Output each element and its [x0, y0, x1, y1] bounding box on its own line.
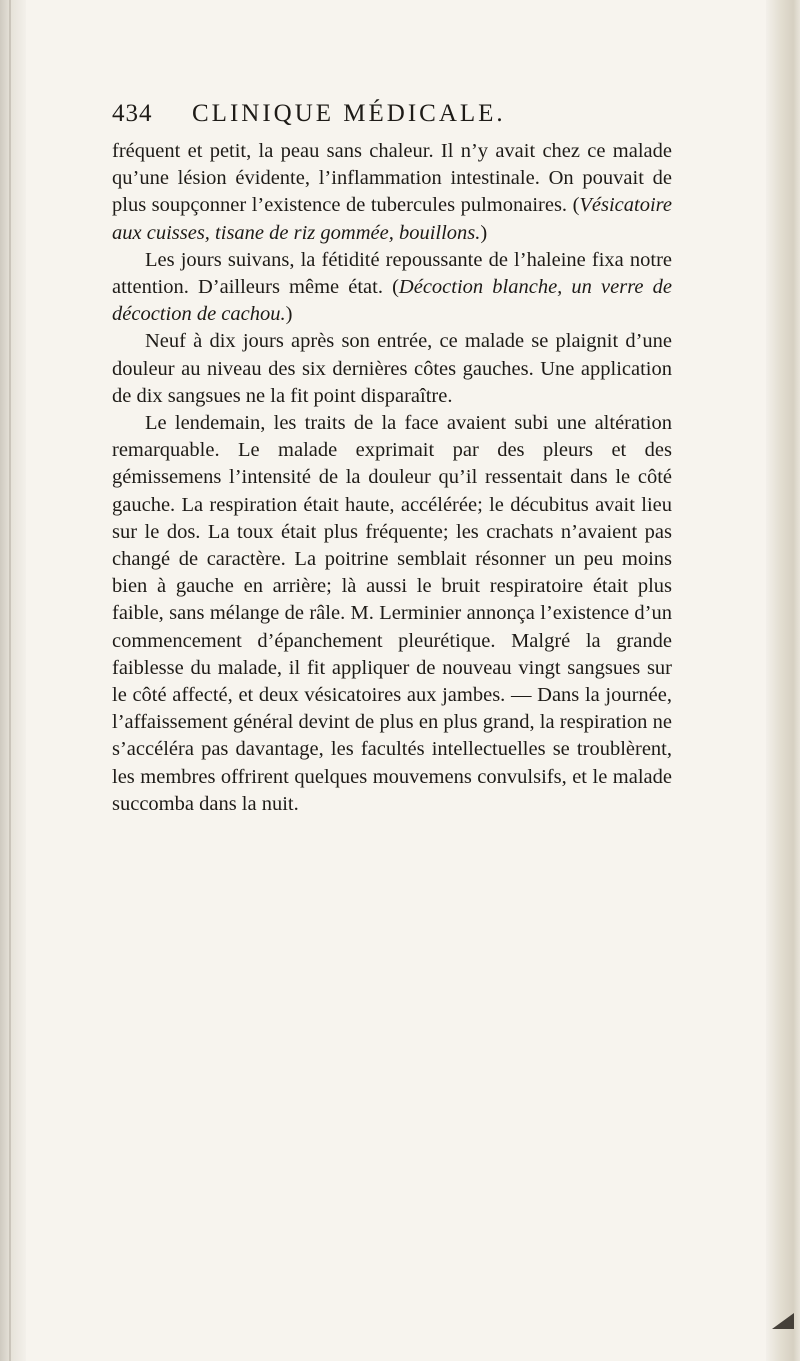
right-page-edge	[766, 0, 800, 1361]
running-head	[112, 96, 672, 132]
paragraph-italic-text: Décoction blanche, un verre de décoction de cachou.	[112, 276, 672, 326]
paragraph	[112, 328, 672, 410]
corner-mark	[772, 1313, 794, 1329]
paragraph-text: Le lendemain, les traits de la face avaient subi une altération remarquable. Le malade exprimait par des pleurs et des gémissemens l’intensité de la douleur qu’il ressentait dans le côté gauche. La respiration était haute, accélérée; le décubitus avait lieu sur le dos. La toux était plus fréquente; les crachats n’avaient pas changé de caractère. La poitrine semblait résonner un peu moins bien à gauche en arrière; là aussi le bruit respiratoire était plus faible, sans mélange de râle. M. Lerminier annonça l’existence d’un commencement d’épanchement pleurétique. Malgré la grande faiblesse du malade, il fit appliquer de nouveau vingt sangsues sur le côté affecté, et deux vésicatoires aux jambes. — Dans la journée, l’affaissement général devint de plus en plus grand, la respiration ne s’accéléra pas davantage, les facultés intellectuelles se troublèrent, les membres offrirent quelques mouvemens convulsifs, et le malade succomba dans la nuit.	[112, 412, 672, 815]
paragraph-text: fréquent et petit, la peau sans chaleur. Il n’y avait chez ce malade qu’une lésion évidente, l’inflammation intestinale. On pouvait de plus soupçonner l’existence de tubercules pulmonaires. (	[112, 140, 672, 217]
left-page-edge	[0, 0, 26, 1361]
paragraph	[112, 247, 672, 329]
paragraph-text: Les jours suivans, la fétidité repoussante de l’haleine fixa notre attention. D’ailleurs même état. (	[112, 248, 672, 299]
paragraph	[112, 138, 672, 247]
body-text	[112, 138, 672, 818]
page-number: 434	[112, 100, 153, 127]
paragraph	[112, 410, 672, 818]
paragraph-text: )	[285, 303, 293, 326]
book-page	[112, 96, 672, 818]
header-title: CLINIQUE MÉDICALE.	[192, 100, 506, 127]
paragraph-italic-text: Vésicatoire aux cuisses, tisane de riz gommée, bouillons.	[112, 194, 672, 244]
paragraph-text: )	[480, 221, 488, 244]
paragraph-text: Neuf à dix jours après son entrée, ce malade se plaignit d’une douleur au niveau des six dernières côtes gauches. Une application de dix sangsues ne la fit point disparaître.	[112, 330, 672, 407]
